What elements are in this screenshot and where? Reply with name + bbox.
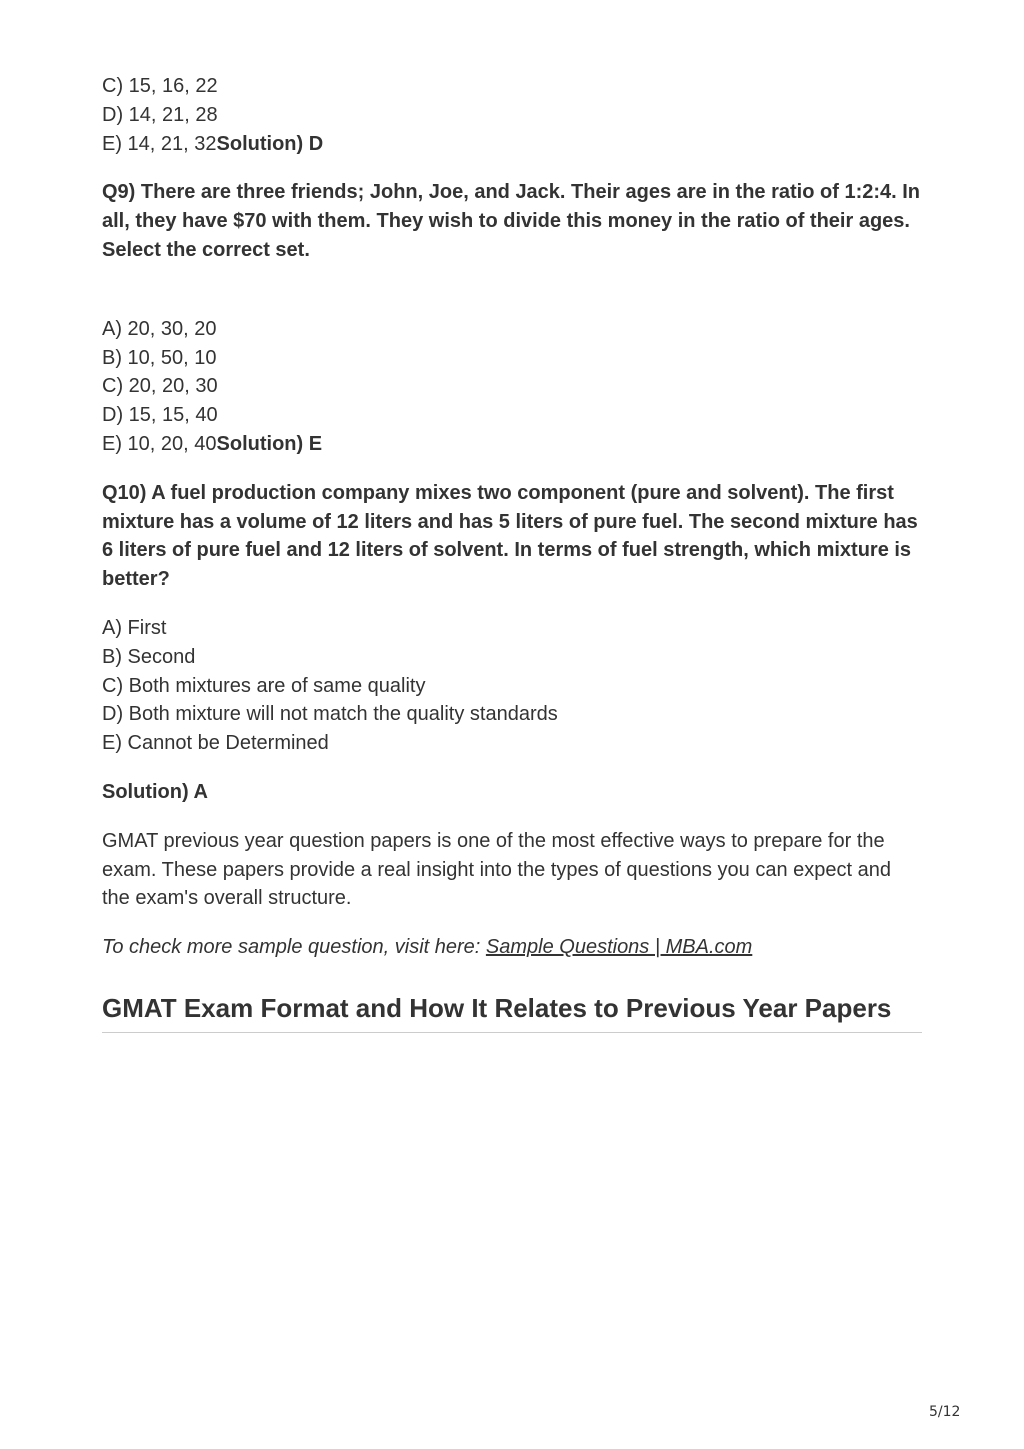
q10-option-c: C) Both mixtures are of same quality: [102, 674, 426, 697]
q10-options: [102, 614, 922, 758]
q9-option-d: D) 15, 15, 40: [102, 404, 218, 427]
sample-questions-link[interactable]: Sample Questions | MBA.com: [485, 936, 753, 959]
q10-option-e: E) Cannot be Determined: [102, 732, 329, 755]
page-number: 5/12: [929, 1404, 961, 1420]
q9-option-e: E) 10, 20, 40: [102, 432, 217, 455]
section-heading: GMAT Exam Format and How It Relates to Previous Year Papers: [102, 992, 922, 1033]
q9-option-b: B) 10, 50, 10: [102, 346, 217, 369]
document-content: [102, 72, 922, 1033]
q8-solution: Solution) D: [216, 132, 324, 155]
q8-option-e: E) 14, 21, 32: [102, 132, 217, 155]
q10-option-a: A) First: [102, 616, 167, 639]
more-questions-prefix: To check more sample question, visit here:: [102, 936, 486, 959]
q9-question: Q9) There are three friends; John, Joe, and Jack. Their ages are in the ratio of 1:2:4. In all, they have $70 with them. They wish to divide this money in the ratio of their ages. Select the correct set.: [102, 181, 921, 261]
q8-options: [102, 72, 922, 158]
q10-option-d: D) Both mixture will not match the quality standards: [102, 703, 558, 726]
q8-option-c: C) 15, 16, 22: [102, 75, 218, 97]
q9-option-e-row: [102, 430, 922, 459]
q9-solution: Solution) E: [216, 432, 323, 455]
q8-option-e-row: [102, 130, 922, 159]
q9-option-a: A) 20, 30, 20: [102, 317, 217, 340]
intro-paragraph: GMAT previous year question papers is one of the most effective ways to prepare for the exam. These papers provide a real insight into the types of questions you can expect and the exam's overall structure.: [102, 829, 892, 910]
more-questions-line: [102, 933, 922, 962]
q9-option-c: C) 20, 20, 30: [102, 375, 218, 398]
q10-solution: Solution) A: [102, 780, 208, 803]
q10-question: Q10) A fuel production company mixes two component (pure and solvent). The first mixture has a volume of 12 liters and has 5 liters of pure fuel. The second mixture has 6 liters of pure fuel and 12 liters of solvent. In terms of fuel strength, which mixture is better?: [102, 481, 918, 591]
q8-option-d: D) 14, 21, 28: [102, 103, 218, 126]
q9-options: [102, 315, 922, 459]
q10-option-b: B) Second: [102, 645, 196, 668]
